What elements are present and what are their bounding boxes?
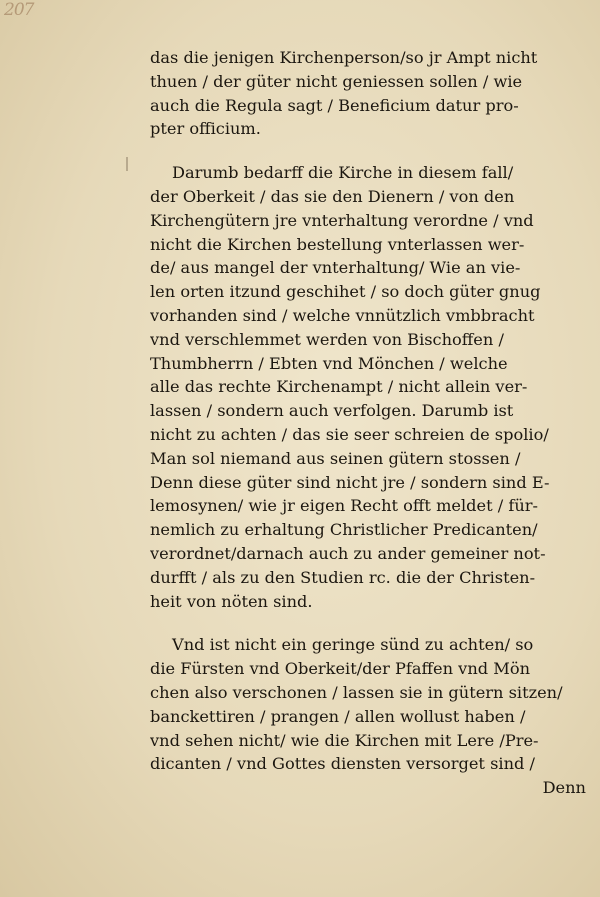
page-corner-mark: 207 bbox=[4, 0, 34, 20]
paragraph-2 bbox=[150, 161, 594, 613]
text-line: durfft / als zu den Studien rc. die der Christen- bbox=[150, 567, 536, 587]
text-line: Man sol niemand aus seinen gütern stossen / bbox=[150, 448, 521, 468]
text-line: Darumb bedarff die Kirche in diesem fall/ bbox=[172, 163, 514, 183]
text-line: Thumbherrn / Ebten vnd Mönchen / welche bbox=[150, 353, 508, 373]
text-line: de/ aus mangel der vnterhaltung/ Wie an vie- bbox=[150, 258, 521, 278]
text-line: pter officium. bbox=[150, 119, 261, 139]
text-line: das die jenigen Kirchenperson/so jr Ampt nicht bbox=[150, 48, 538, 67]
text-line: Kirchengütern jre vnterhaltung verordne / vnd bbox=[150, 210, 534, 230]
text-line: chen also verschonen / lassen sie in gütern sitzen/ bbox=[150, 682, 563, 702]
text-line: nemlich zu erhaltung Christlicher Predicanten/ bbox=[150, 520, 538, 540]
text-line: vorhanden sind / welche vnnützlich vmbbracht bbox=[150, 305, 535, 325]
text-line: auch die Regula sagt / Beneficium datur pro- bbox=[150, 95, 519, 115]
text-line: Denn diese güter sind nicht jre / sondern sind E- bbox=[150, 472, 550, 492]
text-line: len orten itzund geschihet / so doch güter gnug bbox=[150, 282, 541, 302]
text-line: lemosynen/ wie jr eigen Recht offt meldet / für- bbox=[150, 496, 538, 516]
text-line: alle das rechte Kirchenampt / nicht allein ver- bbox=[150, 377, 528, 397]
text-line: nicht die Kirchen bestellung vnterlassen wer- bbox=[150, 234, 525, 254]
text-line: thuen / der güter nicht geniessen sollen / wie bbox=[150, 71, 523, 91]
paragraph-1 bbox=[150, 46, 594, 141]
text-line: verordnet/darnach auch zu ander gemeiner not- bbox=[150, 543, 546, 563]
margin-mark bbox=[126, 157, 128, 171]
page-text bbox=[150, 46, 594, 800]
text-line: Vnd ist nicht ein geringe sünd zu achten/ so bbox=[172, 635, 534, 655]
text-line: nicht zu achten / das sie seer schreien de spolio/ bbox=[150, 424, 549, 444]
text-line: heit von nöten sind. bbox=[150, 591, 313, 611]
text-line: der Oberkeit / das sie den Dienern / von den bbox=[150, 186, 515, 206]
text-line: banckettiren / prangen / allen wollust haben / bbox=[150, 706, 526, 726]
paragraph-3 bbox=[150, 633, 594, 776]
text-line: lassen / sondern auch verfolgen. Darumb ist bbox=[150, 401, 514, 421]
text-line: dicanten / vnd Gottes diensten versorget sind / bbox=[150, 754, 535, 774]
catchword: Denn bbox=[542, 778, 586, 798]
text-line: vnd sehen nicht/ wie die Kirchen mit Lere /Pre- bbox=[150, 730, 539, 750]
text-line: vnd verschlemmet werden von Bischoffen / bbox=[150, 329, 504, 349]
text-line: die Fürsten vnd Oberkeit/der Pfaffen vnd Mön bbox=[150, 659, 531, 679]
